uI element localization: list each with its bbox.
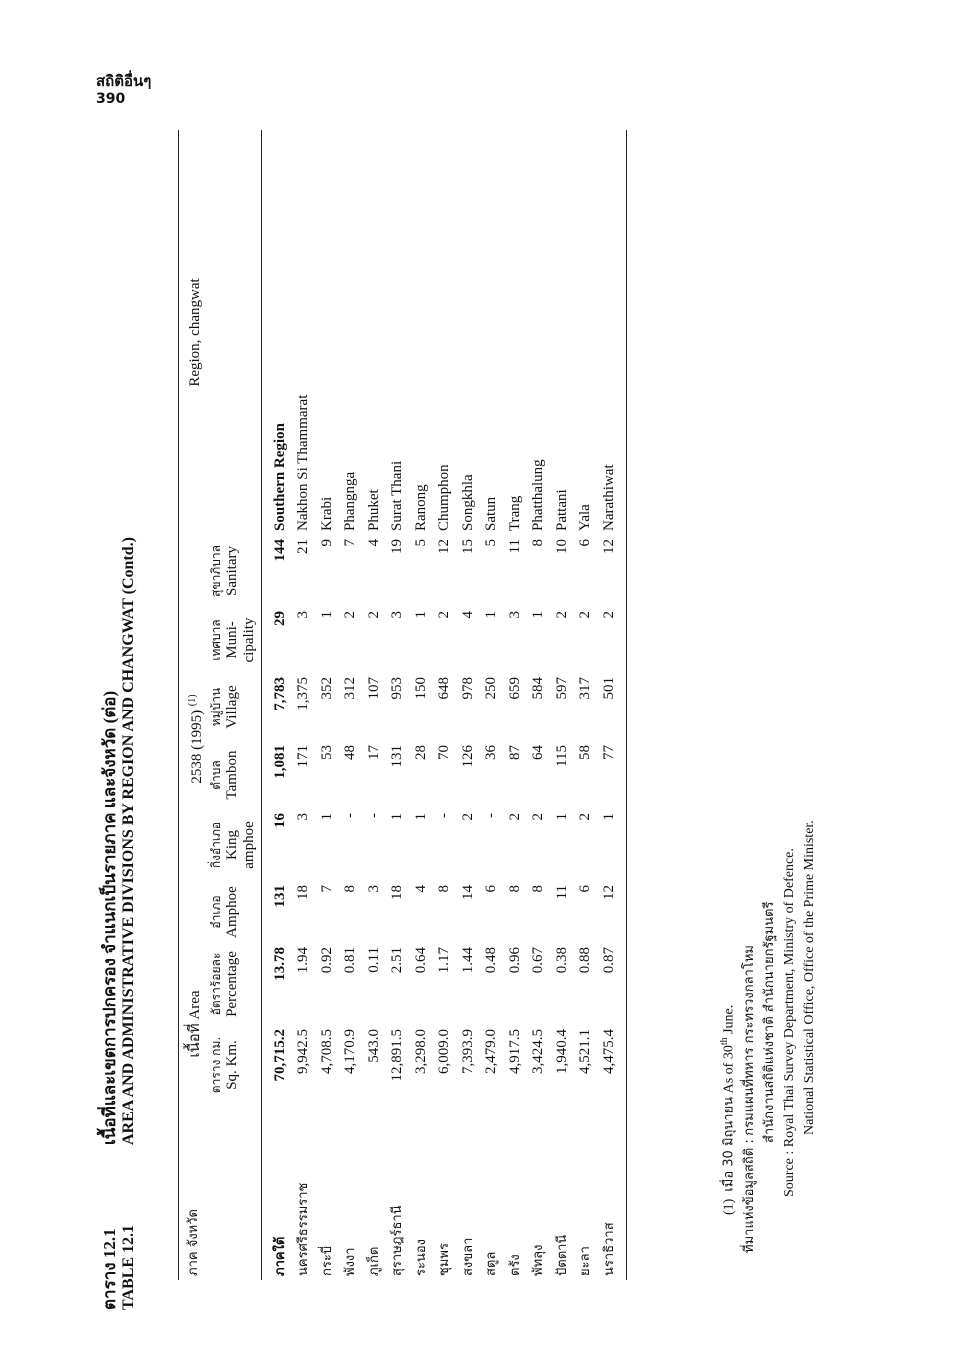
cell-tambon: 17 xyxy=(365,745,382,760)
header-area-group: เนื้อที่ Area xyxy=(187,990,203,1058)
cell-village: 978 xyxy=(459,677,476,700)
cell-sanit: 11 xyxy=(506,539,523,554)
year-note-mark: (1) xyxy=(187,694,198,707)
cell-village: 317 xyxy=(577,677,594,700)
cell-area: 4,170.9 xyxy=(342,1029,359,1074)
cell-king: 2 xyxy=(506,813,523,821)
cell-amphoe: 18 xyxy=(295,885,312,900)
row-name-th: ภาคใต้ xyxy=(272,1236,288,1276)
cell-king: - xyxy=(365,813,382,818)
table-body xyxy=(261,130,627,1280)
row-name-en: Yala xyxy=(577,504,594,531)
cell-pct: 0.11 xyxy=(365,947,382,973)
cell-village: 107 xyxy=(365,677,382,700)
table-row xyxy=(574,130,598,1280)
table-row xyxy=(316,130,340,1280)
cell-pct: 1.17 xyxy=(436,947,453,974)
cell-village: 250 xyxy=(483,677,500,700)
cell-king: 3 xyxy=(295,813,312,821)
row-name-th: พัทลุง xyxy=(531,1244,547,1276)
cell-muni: 2 xyxy=(577,611,594,619)
row-name-en: Satun xyxy=(483,496,500,531)
header-sqkm: ตาราง กม. Sq. Km. xyxy=(209,1036,241,1094)
cell-pct: 0.67 xyxy=(530,947,547,974)
page-number: 390 xyxy=(96,90,126,107)
table-row xyxy=(339,130,363,1280)
source-th-1: ที่มาแห่งข้อมูลสถิติ : กรมแผนที่ทหาร กระทรวงกลาโหม xyxy=(741,945,757,1253)
source-en-2: National Statistical Office, Office of the Prime Minister. xyxy=(801,820,817,1135)
cell-pct: 0.92 xyxy=(318,947,335,974)
cell-king: 1 xyxy=(389,813,406,821)
cell-area: 1,940.4 xyxy=(553,1029,570,1074)
cell-area: 4,475.4 xyxy=(598,1025,627,1105)
header-region-en: Region, changwat xyxy=(187,278,203,387)
cell-tambon: 48 xyxy=(342,745,359,760)
title-en-text: AREA AND ADMINISTRATIVE DIVISIONS BY REGION AND CHANGWAT (Contd.) xyxy=(119,537,137,1145)
header-sanitary: สุขาภิบาล Sanitary xyxy=(209,545,241,597)
row-name-th: สตูล xyxy=(484,1251,500,1276)
cell-sanit: 12 xyxy=(598,535,627,607)
cell-sanit: 6 xyxy=(577,539,594,547)
cell-village: 1,375 xyxy=(295,677,312,711)
cell-amphoe: 3 xyxy=(365,885,382,893)
cell-amphoe: 8 xyxy=(530,885,547,893)
table-row xyxy=(292,130,316,1280)
row-name-en: Phuket xyxy=(365,489,382,531)
cell-sanit: 7 xyxy=(342,539,359,547)
footnote-1: (1) เมื่อ 30 มิถุนายน As of 30th June. xyxy=(719,1004,737,1215)
cell-amphoe: 8 xyxy=(506,885,523,893)
row-name-en: Krabi xyxy=(318,496,335,531)
cell-muni: 3 xyxy=(295,611,312,619)
cell-king: 2 xyxy=(577,813,594,821)
data-table xyxy=(178,130,627,1280)
cell-amphoe: 131 xyxy=(271,885,288,908)
cell-area: 4,521.1 xyxy=(577,1029,594,1074)
cell-muni: 1 xyxy=(530,611,547,619)
row-name-en: Narathiwat xyxy=(598,130,627,535)
cell-sanit: 5 xyxy=(483,539,500,547)
cell-area: 70,715.2 xyxy=(271,1029,288,1082)
cell-muni: 2 xyxy=(436,611,453,619)
cell-tambon: 58 xyxy=(577,745,594,760)
row-name-th: สงขลา xyxy=(460,1237,476,1276)
row-name-en: Songkhla xyxy=(459,474,476,531)
cell-pct: 0.96 xyxy=(506,947,523,974)
cell-village: 312 xyxy=(342,677,359,700)
rotated-page xyxy=(100,100,840,1310)
cell-tambon: 87 xyxy=(506,745,523,760)
cell-tambon: 1,081 xyxy=(271,745,288,779)
cell-amphoe: 14 xyxy=(459,885,476,900)
cell-pct: 2.51 xyxy=(389,947,406,974)
title-th-text: เนื้อที่และเขตการปกครอง จำแนกเป็นรายภาค และจังหวัด (ต่อ) xyxy=(100,690,119,1145)
cell-amphoe: 18 xyxy=(389,885,406,900)
row-name-en: Trang xyxy=(506,495,523,531)
cell-tambon: 70 xyxy=(436,745,453,760)
cell-area: 6,009.0 xyxy=(436,1029,453,1074)
section-label: สถิติอื่นๆ xyxy=(96,72,152,90)
header-percentage: อัตราร้อยละ Percentage xyxy=(209,951,241,1017)
cell-sanit: 9 xyxy=(318,539,335,547)
cell-tambon: 115 xyxy=(553,745,570,767)
cell-village: 659 xyxy=(506,677,523,700)
cell-tambon: 53 xyxy=(318,745,335,760)
row-name-en: Southern Region xyxy=(271,423,288,531)
cell-muni: 3 xyxy=(506,611,523,619)
row-name-en: Phangnga xyxy=(342,471,359,531)
cell-sanit: 15 xyxy=(459,539,476,554)
header-village: หมู่บ้าน Village xyxy=(209,685,241,729)
header-region-th: ภาค จังหวัด xyxy=(186,1209,201,1276)
cell-amphoe: 11 xyxy=(553,885,570,900)
cell-tambon: 28 xyxy=(412,745,429,760)
table-row xyxy=(551,130,575,1280)
row-name-en: Ranong xyxy=(412,484,429,531)
title-en-number: TABLE 12.1 xyxy=(119,1224,137,1310)
table-row xyxy=(480,130,504,1280)
cell-amphoe: 8 xyxy=(342,885,359,893)
cell-pct: 0.87 xyxy=(598,943,627,1025)
cell-sanit: 144 xyxy=(271,539,288,562)
footnotes xyxy=(715,820,820,1253)
cell-village: 584 xyxy=(530,677,547,700)
row-name-th: สุราษฎร์ธานี xyxy=(390,1205,406,1276)
table-row xyxy=(598,130,627,1280)
cell-tambon: 36 xyxy=(483,745,500,760)
cell-muni: 29 xyxy=(271,611,288,626)
cell-muni: 4 xyxy=(459,611,476,619)
cell-area: 2,479.0 xyxy=(483,1029,500,1074)
table-row xyxy=(410,130,434,1280)
cell-village: 501 xyxy=(598,673,627,741)
row-name-th: กระบี่ xyxy=(319,1245,335,1276)
cell-sanit: 5 xyxy=(412,539,429,547)
cell-area: 3,424.5 xyxy=(530,1029,547,1074)
table-row xyxy=(363,130,387,1280)
row-name-en: Chumphon xyxy=(436,464,453,531)
cell-king: 16 xyxy=(271,813,288,828)
cell-pct: 0.38 xyxy=(553,947,570,974)
cell-king: - xyxy=(483,813,500,818)
cell-amphoe: 7 xyxy=(318,885,335,893)
row-name-en: Nakhon Si Thammarat xyxy=(295,394,312,531)
table-row xyxy=(433,130,457,1280)
cell-king: 2 xyxy=(530,813,547,821)
cell-village: 7,783 xyxy=(271,677,288,711)
cell-pct: 0.48 xyxy=(483,947,500,974)
cell-king: 1 xyxy=(553,813,570,821)
cell-muni: 2 xyxy=(342,611,359,619)
cell-tambon: 131 xyxy=(389,745,406,768)
cell-village: 648 xyxy=(436,677,453,700)
cell-sanit: 8 xyxy=(530,539,547,547)
row-name-th: ระนอง xyxy=(413,1238,429,1276)
cell-king: 2 xyxy=(459,813,476,821)
row-name-th: ยะลา xyxy=(578,1246,594,1276)
cell-tambon: 64 xyxy=(530,745,547,760)
header-municipality: เทศบาล Muni- cipality xyxy=(209,617,258,663)
table-row xyxy=(457,130,481,1280)
cell-king: - xyxy=(342,813,359,818)
cell-pct: 0.81 xyxy=(342,947,359,974)
header-amphoe: อำเภอ Amphoe xyxy=(209,886,241,938)
cell-area: 12,891.5 xyxy=(389,1029,406,1082)
cell-king: - xyxy=(436,813,453,818)
table-row xyxy=(386,130,410,1280)
cell-pct: 1.94 xyxy=(295,947,312,974)
cell-village: 352 xyxy=(318,677,335,700)
cell-sanit: 4 xyxy=(365,539,382,547)
cell-muni: 1 xyxy=(412,611,429,619)
cell-tambon: 171 xyxy=(295,745,312,768)
row-name-th: ชุมพร xyxy=(437,1243,453,1276)
cell-amphoe: 8 xyxy=(436,885,453,893)
cell-king: 1 xyxy=(318,813,335,821)
cell-area: 3,298.0 xyxy=(412,1029,429,1074)
cell-amphoe: 12 xyxy=(598,881,627,943)
header-tambon: ตำบล Tambon xyxy=(209,750,241,800)
row-name-th: ตรัง xyxy=(507,1254,523,1276)
cell-king: 1 xyxy=(598,809,627,881)
cell-muni: 1 xyxy=(318,611,335,619)
cell-pct: 0.64 xyxy=(412,947,429,974)
title-th-number: ตาราง 12.1 xyxy=(100,1228,119,1310)
cell-sanit: 10 xyxy=(553,539,570,554)
source-en-1: Source : Royal Thai Survey Department, Ministry of Defence. xyxy=(781,848,797,1197)
cell-sanit: 21 xyxy=(295,539,312,554)
cell-amphoe: 6 xyxy=(577,885,594,893)
cell-village: 150 xyxy=(412,677,429,700)
cell-area: 4,708.5 xyxy=(318,1029,335,1074)
row-name-th: นราธิวาส xyxy=(598,1105,627,1280)
cell-pct: 0.88 xyxy=(577,947,594,974)
row-name-th: พังงา xyxy=(343,1247,359,1276)
table-row xyxy=(261,130,292,1280)
row-name-en: Phatthalung xyxy=(530,459,547,531)
row-name-en: Surat Thani xyxy=(389,460,406,531)
cell-village: 953 xyxy=(389,677,406,700)
cell-king: 1 xyxy=(412,813,429,821)
cell-tambon: 126 xyxy=(459,745,476,768)
row-name-en: Pattani xyxy=(553,489,570,531)
cell-area: 9,942.5 xyxy=(295,1029,312,1074)
cell-area: 7,393.9 xyxy=(459,1029,476,1074)
table-row xyxy=(527,130,551,1280)
table-title xyxy=(100,100,138,1310)
cell-muni: 2 xyxy=(365,611,382,619)
cell-muni: 1 xyxy=(483,611,500,619)
row-name-th: ภูเก็ต xyxy=(366,1246,382,1276)
header-king-amphoe: กิ่งอำเภอ King amphoe xyxy=(209,821,258,869)
header-year-group: 2538 (1995) $^{(1)}$ xyxy=(187,694,205,784)
cell-area: 543.0 xyxy=(365,1029,382,1063)
cell-pct: 1.44 xyxy=(459,947,476,974)
cell-amphoe: 4 xyxy=(412,885,429,893)
cell-muni: 2 xyxy=(553,611,570,619)
table-row xyxy=(504,130,528,1280)
row-name-th: ปัตตานี xyxy=(554,1234,570,1276)
cell-sanit: 12 xyxy=(436,539,453,554)
cell-village: 597 xyxy=(553,677,570,700)
source-th-2: สำนักงานสถิติแห่งชาติ สำนักนายกรัฐมนตรี xyxy=(761,901,777,1143)
cell-area: 4,917.5 xyxy=(506,1029,523,1074)
cell-pct: 13.78 xyxy=(271,947,288,981)
cell-tambon: 77 xyxy=(598,741,627,809)
cell-muni: 3 xyxy=(389,611,406,619)
cell-sanit: 19 xyxy=(389,539,406,554)
cell-muni: 2 xyxy=(598,607,627,673)
cell-amphoe: 6 xyxy=(483,885,500,893)
row-name-th: นครศรีธรรมราช xyxy=(296,1182,312,1276)
